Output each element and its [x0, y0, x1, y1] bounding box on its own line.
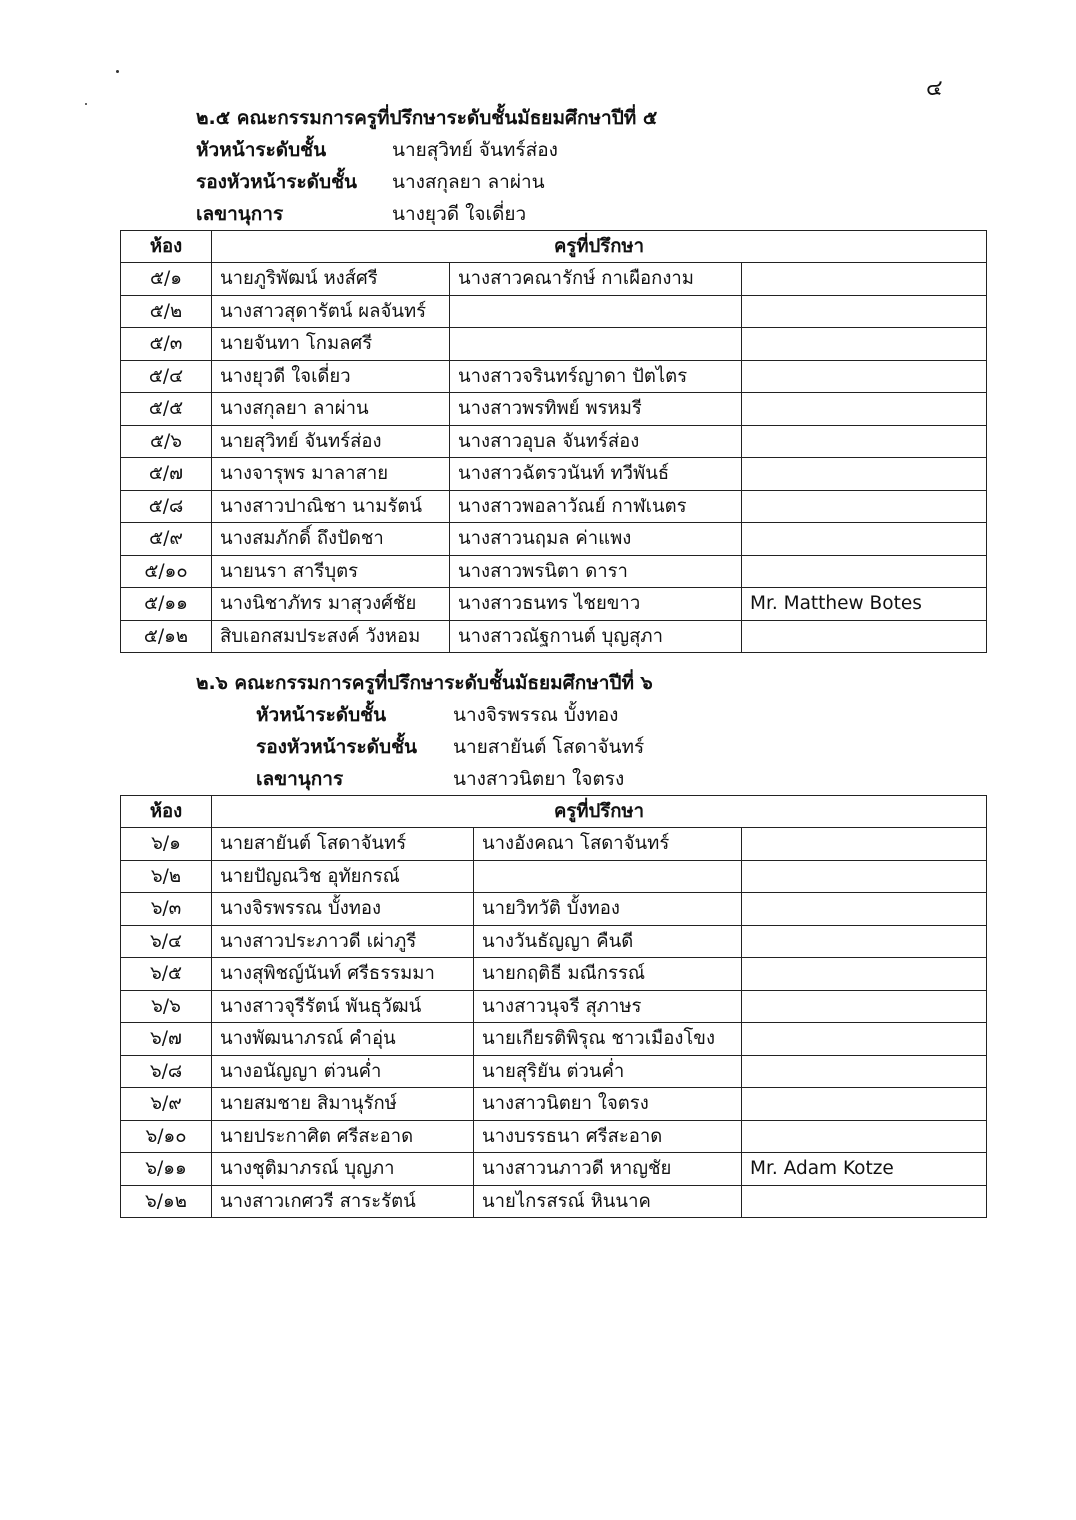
room-cell: ๖/๘: [121, 1055, 212, 1088]
advisor-2-cell: นางสาวอุบล จันทร์ส่อง: [450, 425, 742, 458]
advisor-1-cell: นายประกาศิต ศรีสะอาด: [212, 1120, 474, 1153]
advisor-1-cell: นางสุพิชญ์นันท์ ศรีธรรมมา: [212, 958, 474, 991]
advisor-1-cell: นางสมภักดิ์ ถึงปัดชา: [212, 523, 450, 556]
table-row: [121, 490, 987, 523]
advisor-1-cell: นายสายันต์ โสดาจันทร์: [212, 828, 474, 861]
role-name: นางสาวนิตยา ใจตรง: [453, 768, 625, 790]
role-label: รองหัวหน้าระดับชั้น: [256, 736, 417, 758]
table-row: [121, 1055, 987, 1088]
role-name: นางจิรพรรณ บั้งทอง: [453, 704, 619, 726]
role-label: เลขานุการ: [196, 203, 284, 225]
room-cell: ๖/๑: [121, 828, 212, 861]
advisor-3-cell: [742, 1088, 987, 1121]
table-row: [121, 393, 987, 426]
advisor-2-cell: [450, 295, 742, 328]
advisor-3-cell: [742, 990, 987, 1023]
advisor-2-cell: นายกฤติธี มณีกรรณ์: [474, 958, 742, 991]
room-cell: ๕/๖: [121, 425, 212, 458]
advisor-3-cell: [742, 523, 987, 556]
advisor-1-cell: นางพัฒนาภรณ์ คำอุ่น: [212, 1023, 474, 1056]
advisor-2-cell: นางสาวนุจรี สุภาษร: [474, 990, 742, 1023]
advisor-3-cell: [742, 1185, 987, 1218]
room-cell: ๖/๕: [121, 958, 212, 991]
room-cell: ๖/๙: [121, 1088, 212, 1121]
section-title: ๒.๖ คณะกรรมการครูที่ปรึกษาระดับชั้นมัธยมศึกษาปีที่ ๖: [196, 672, 653, 694]
advisor-3-cell: [742, 555, 987, 588]
advisor-3-cell: [742, 1055, 987, 1088]
table-row: [121, 1023, 987, 1056]
table-row: [121, 328, 987, 361]
advisor-3-cell: [742, 295, 987, 328]
room-cell: ๕/๙: [121, 523, 212, 556]
advisor-1-cell: สิบเอกสมประสงค์ วังหอม: [212, 620, 450, 653]
advisor-3-cell: [742, 860, 987, 893]
section-grade6: [120, 667, 986, 1218]
advisor-1-cell: นางจารุพร มาลาสาย: [212, 458, 450, 491]
role-secretary: [120, 763, 986, 795]
advisor-3-cell: [742, 360, 987, 393]
advisor-3-cell: Mr. Adam Kotze: [742, 1153, 987, 1186]
advisor-3-cell: [742, 393, 987, 426]
role-deputy: [120, 166, 986, 198]
advisor-3-cell: [742, 263, 987, 296]
table-row: [121, 860, 987, 893]
advisor-1-cell: นางสาวประภาวดี เผ่าภูรี: [212, 925, 474, 958]
advisor-3-cell: [742, 620, 987, 653]
advisor-3-cell: Mr. Matthew Botes: [742, 588, 987, 621]
table-row: [121, 523, 987, 556]
scan-speck: [85, 103, 87, 105]
room-cell: ๖/๔: [121, 925, 212, 958]
role-label: หัวหน้าระดับชั้น: [256, 704, 387, 726]
room-cell: ๕/๑๐: [121, 555, 212, 588]
advisor-2-cell: นายสุริยัน ต่วนค่ำ: [474, 1055, 742, 1088]
scan-speck: [116, 70, 119, 73]
header-advisors: ครูที่ปรึกษา: [212, 796, 987, 828]
role-name: นายสายันต์ โสดาจันทร์: [453, 736, 645, 758]
role-name: นางยุวดี ใจเดี่ยว: [392, 203, 527, 225]
table-row: [121, 1153, 987, 1186]
advisor-1-cell: นางสกุลยา ลาผ่าน: [212, 393, 450, 426]
room-cell: ๕/๕: [121, 393, 212, 426]
advisor-2-cell: นางสาวพรทิพย์ พรหมรี: [450, 393, 742, 426]
advisor-1-cell: นางนิชาภัทร มาสุวงศ์ชัย: [212, 588, 450, 621]
advisor-2-cell: นางสาวจรินทร์ญาดา ปัตไตร: [450, 360, 742, 393]
section-title: ๒.๕ คณะกรรมการครูที่ปรึกษาระดับชั้นมัธยมศึกษาปีที่ ๕: [196, 107, 658, 129]
advisor-1-cell: นายสุวิทย์ จันทร์ส่อง: [212, 425, 450, 458]
room-cell: ๖/๒: [121, 860, 212, 893]
advisor-2-cell: นายเกียรติพิรุณ ชาวเมืองโขง: [474, 1023, 742, 1056]
room-cell: ๕/๑๒: [121, 620, 212, 653]
header-room: ห้อง: [121, 796, 212, 828]
advisor-table: [120, 795, 987, 1218]
table-row: [121, 828, 987, 861]
role-head: [120, 134, 986, 166]
role-label: รองหัวหน้าระดับชั้น: [196, 171, 357, 193]
room-cell: ๕/๔: [121, 360, 212, 393]
advisor-3-cell: [742, 458, 987, 491]
advisor-1-cell: นายจันทา โกมลศรี: [212, 328, 450, 361]
role-name: นายสุวิทย์ จันทร์ส่อง: [392, 139, 558, 161]
table-row: [121, 458, 987, 491]
room-cell: ๕/๗: [121, 458, 212, 491]
role-head: [120, 699, 986, 731]
advisor-3-cell: [742, 828, 987, 861]
role-label: เลขานุการ: [256, 768, 344, 790]
role-name: นางสกุลยา ลาผ่าน: [392, 171, 545, 193]
advisor-2-cell: นางสาวนิตยา ใจตรง: [474, 1088, 742, 1121]
room-cell: ๕/๓: [121, 328, 212, 361]
table-row: [121, 555, 987, 588]
advisor-2-cell: [474, 860, 742, 893]
advisor-1-cell: นายภูริพัฒน์ หงส์ศรี: [212, 263, 450, 296]
advisor-1-cell: นางจิรพรรณ บั้งทอง: [212, 893, 474, 926]
room-cell: ๕/๘: [121, 490, 212, 523]
advisor-2-cell: นางสาวพรนิตา ดารา: [450, 555, 742, 588]
table-header-row: [121, 796, 987, 828]
advisor-2-cell: นางสาวนภาวดี หาญชัย: [474, 1153, 742, 1186]
table-row: [121, 425, 987, 458]
advisor-2-cell: นางวันธัญญา คืนดี: [474, 925, 742, 958]
advisor-1-cell: นางอนัญญา ต่วนค่ำ: [212, 1055, 474, 1088]
advisor-1-cell: นายสมชาย สิมานุรักษ์: [212, 1088, 474, 1121]
table-row: [121, 893, 987, 926]
advisor-3-cell: [742, 925, 987, 958]
advisor-2-cell: นายวิทวัติ บั้งทอง: [474, 893, 742, 926]
role-label: หัวหน้าระดับชั้น: [196, 139, 327, 161]
table-header-row: [121, 231, 987, 263]
advisor-1-cell: นางชุติมาภรณ์ บุญภา: [212, 1153, 474, 1186]
advisor-2-cell: นางบรรธนา ศรีสะอาด: [474, 1120, 742, 1153]
advisor-3-cell: [742, 1120, 987, 1153]
room-cell: ๖/๖: [121, 990, 212, 1023]
role-deputy: [120, 731, 986, 763]
role-secretary: [120, 198, 986, 230]
room-cell: ๕/๑: [121, 263, 212, 296]
advisor-3-cell: [742, 1023, 987, 1056]
advisor-1-cell: นางสาวจุรีรัตน์ พันธุวัฒน์: [212, 990, 474, 1023]
table-row: [121, 1088, 987, 1121]
advisor-2-cell: [450, 328, 742, 361]
header-advisors: ครูที่ปรึกษา: [212, 231, 987, 263]
table-row: [121, 958, 987, 991]
table-row: [121, 925, 987, 958]
table-row: [121, 990, 987, 1023]
room-cell: ๕/๑๑: [121, 588, 212, 621]
advisor-2-cell: นายไกรสรณ์ หินนาค: [474, 1185, 742, 1218]
advisor-3-cell: [742, 490, 987, 523]
advisor-1-cell: นางสาวสุดารัตน์ ผลจันทร์: [212, 295, 450, 328]
advisor-1-cell: นางยุวดี ใจเดี่ยว: [212, 360, 450, 393]
advisor-2-cell: นางอังคณา โสดาจันทร์: [474, 828, 742, 861]
table-row: [121, 360, 987, 393]
advisor-3-cell: [742, 425, 987, 458]
advisor-3-cell: [742, 328, 987, 361]
advisor-2-cell: นางสาวธนทร ไชยขาว: [450, 588, 742, 621]
room-cell: ๖/๗: [121, 1023, 212, 1056]
header-room: ห้อง: [121, 231, 212, 263]
table-row: [121, 263, 987, 296]
advisor-2-cell: นางสาวพอลาวัณย์ กาฬเนตร: [450, 490, 742, 523]
advisor-1-cell: นางสาวเกศวรี สาระรัตน์: [212, 1185, 474, 1218]
table-row: [121, 1120, 987, 1153]
room-cell: ๕/๒: [121, 295, 212, 328]
table-row: [121, 295, 987, 328]
advisor-1-cell: นายนรา สารีบุตร: [212, 555, 450, 588]
table-row: [121, 1185, 987, 1218]
advisor-2-cell: นางสาวนฤมล ค่าแพง: [450, 523, 742, 556]
advisor-2-cell: นางสาวณัฐกานต์ บุญสุภา: [450, 620, 742, 653]
advisor-1-cell: นายปัญณวิช อุทัยกรณ์: [212, 860, 474, 893]
section-grade5: [120, 102, 986, 653]
advisor-table: [120, 230, 987, 653]
page-number: ๔: [926, 76, 943, 101]
table-row: [121, 620, 987, 653]
room-cell: ๖/๑๐: [121, 1120, 212, 1153]
room-cell: ๖/๑๑: [121, 1153, 212, 1186]
room-cell: ๖/๓: [121, 893, 212, 926]
advisor-3-cell: [742, 958, 987, 991]
advisor-2-cell: นางสาวคณารักษ์ กาเผือกงาม: [450, 263, 742, 296]
advisor-1-cell: นางสาวปาณิชา นามรัตน์: [212, 490, 450, 523]
advisor-3-cell: [742, 893, 987, 926]
room-cell: ๖/๑๒: [121, 1185, 212, 1218]
advisor-2-cell: นางสาวฉัตรวนันท์ ทวีพันธ์: [450, 458, 742, 491]
table-row: [121, 588, 987, 621]
